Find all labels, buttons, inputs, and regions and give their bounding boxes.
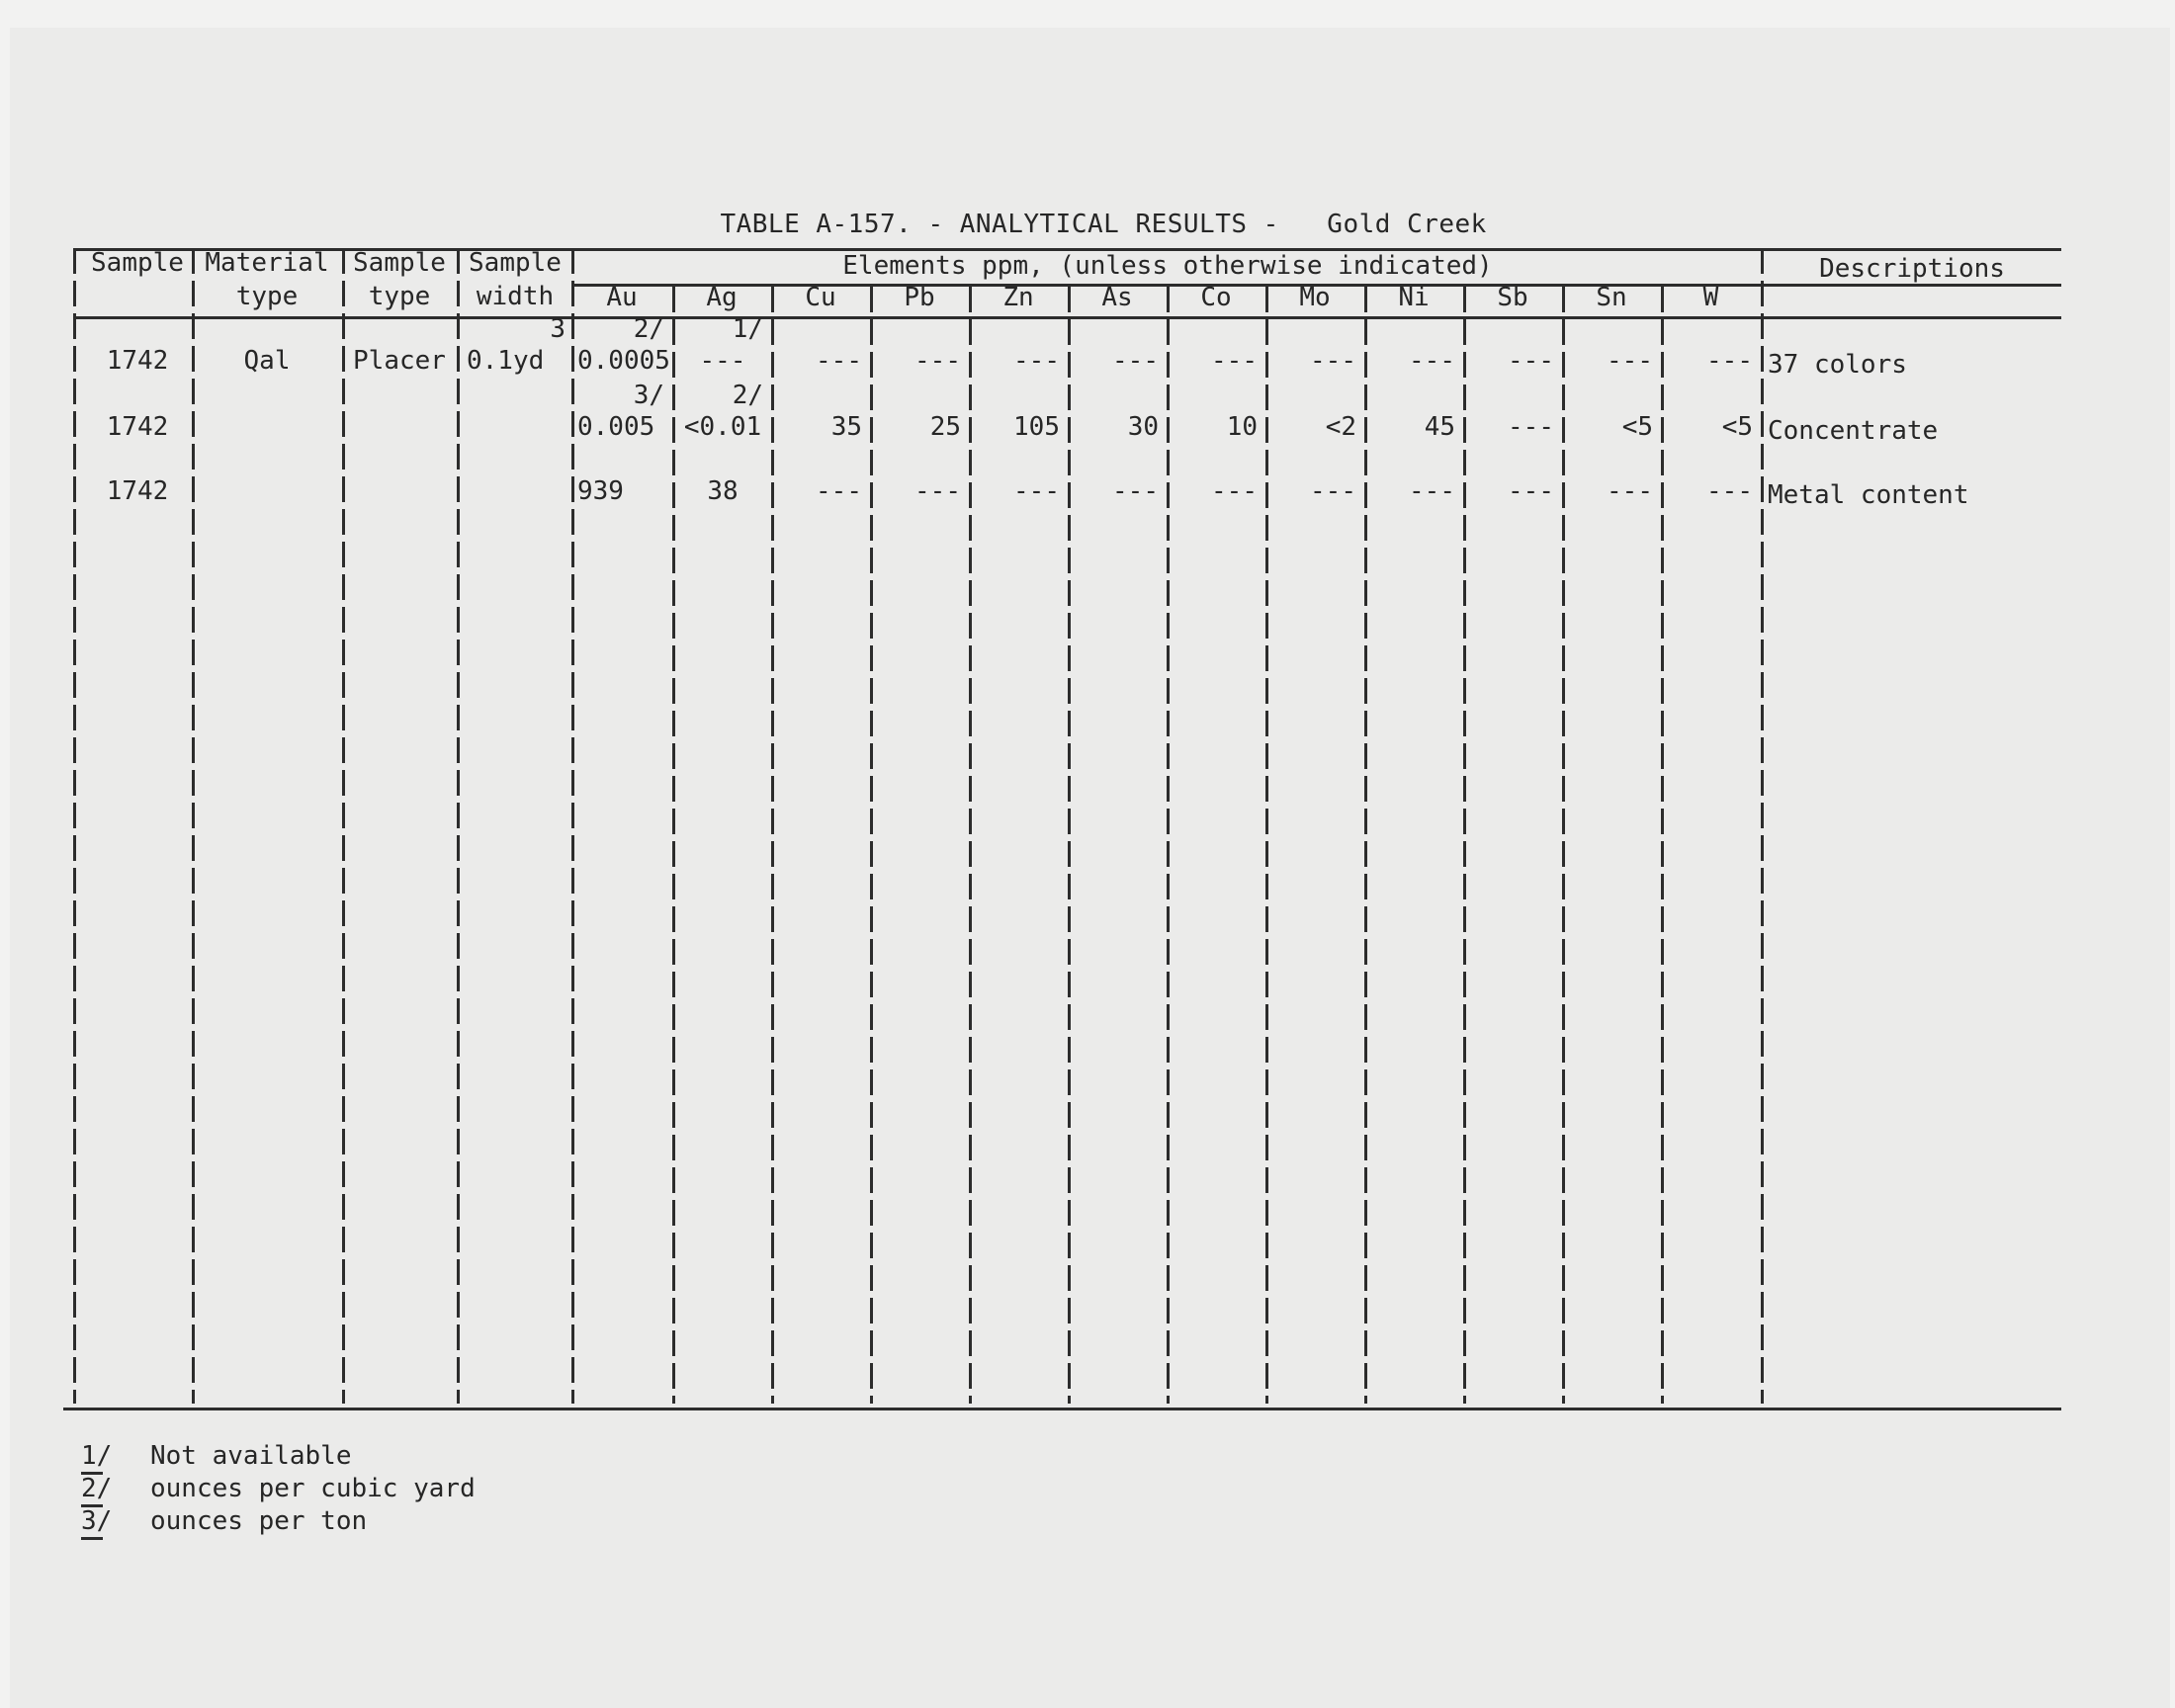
- cell-element-value: ---: [1112, 476, 1159, 506]
- header-element-11: W: [1702, 283, 1719, 312]
- header-element-6: Co: [1200, 283, 1232, 312]
- cell-element-value: ---: [1112, 346, 1159, 376]
- cell-element-value: 45: [1424, 412, 1455, 442]
- cell-element-value: ---: [1607, 476, 1653, 506]
- column-rule: [342, 248, 345, 1404]
- header-element-7: Mo: [1299, 283, 1331, 312]
- cell-element-value: 105: [1013, 412, 1060, 442]
- cell-au-footnote-marker: 3/: [633, 381, 664, 410]
- column-rule: [1167, 287, 1170, 1404]
- footnote-text: Not available: [150, 1441, 352, 1471]
- cell-sample: 1742: [106, 412, 169, 442]
- header-element-4: Zn: [1002, 283, 1034, 312]
- cell-description: 37 colors: [1768, 350, 1907, 380]
- cell-element-value: 38: [707, 476, 739, 506]
- column-rule: [1463, 287, 1466, 1404]
- descriptions-header-rule: [1761, 284, 2061, 287]
- header-element-3: Pb: [904, 283, 935, 312]
- footnote-marker: 3/: [81, 1506, 113, 1536]
- cell-element-value: ---: [1508, 346, 1554, 376]
- cell-element-value: 10: [1226, 412, 1258, 442]
- cell-element-value: ---: [1706, 476, 1753, 506]
- column-rule: [1265, 287, 1268, 1404]
- cell-ag-footnote-marker: 1/: [732, 314, 763, 344]
- cell-sample-type: Placer: [353, 346, 446, 376]
- cell-element-value: ---: [1508, 412, 1554, 442]
- cell-element-value: ---: [1607, 346, 1653, 376]
- header-element-5: As: [1101, 283, 1133, 312]
- column-rule: [192, 248, 195, 1404]
- footnote-text: ounces per ton: [150, 1506, 368, 1536]
- cell-element-value: ---: [816, 346, 862, 376]
- footnote-marker: 1/: [81, 1441, 113, 1471]
- header-element-1: Ag: [706, 283, 738, 312]
- cell-sample-width: 0.1yd: [467, 346, 545, 376]
- header-sample-type-1: Sample: [353, 248, 446, 278]
- cell-element-value: ---: [1310, 476, 1356, 506]
- cell-au-footnote-marker: 2/: [633, 314, 664, 344]
- column-rule: [870, 287, 873, 1404]
- cell-element-value: ---: [1013, 476, 1060, 506]
- cell-sample: 1742: [106, 346, 169, 376]
- cell-element-value: 939: [577, 476, 624, 506]
- cell-element-value: 30: [1127, 412, 1159, 442]
- cell-element-value: ---: [699, 346, 746, 376]
- header-descriptions: Descriptions: [1819, 254, 2005, 284]
- column-rule: [1364, 287, 1367, 1404]
- header-material: Material: [205, 248, 329, 278]
- header-sample-type-2: type: [368, 282, 431, 311]
- column-rule: [969, 287, 972, 1404]
- header-sample-width-1: Sample: [469, 248, 562, 278]
- table-bottom-rule: [63, 1408, 2061, 1410]
- cell-element-value: ---: [1310, 346, 1356, 376]
- header-element-10: Sn: [1596, 283, 1627, 312]
- cell-sample: 1742: [106, 476, 169, 506]
- cell-material-type: Qal: [243, 346, 291, 376]
- cell-element-value: ---: [914, 476, 961, 506]
- footnote-marker: 2/: [81, 1474, 113, 1503]
- cell-ag-footnote-marker: 2/: [732, 381, 763, 410]
- cell-element-value: <0.01: [683, 412, 762, 442]
- cell-element-value: ---: [1211, 346, 1258, 376]
- cell-element-value: 35: [830, 412, 862, 442]
- header-element-0: Au: [606, 283, 638, 312]
- cell-description: Concentrate: [1768, 416, 1939, 446]
- column-rule: [1761, 248, 1764, 1404]
- cell-element-value: ---: [1211, 476, 1258, 506]
- footnote-text: ounces per cubic yard: [150, 1474, 476, 1503]
- cell-element-value: ---: [1013, 346, 1060, 376]
- cell-element-value: <5: [1721, 412, 1753, 442]
- column-rule: [1661, 287, 1664, 1404]
- cell-element-value: ---: [1508, 476, 1554, 506]
- column-rule: [457, 248, 460, 1404]
- cell-description: Metal content: [1768, 480, 1969, 510]
- header-element-8: Ni: [1398, 283, 1430, 312]
- cell-element-value: ---: [914, 346, 961, 376]
- cell-element-value: 0.005: [577, 412, 655, 442]
- header-sample-width-2: width: [476, 282, 555, 311]
- column-rule: [672, 287, 675, 1404]
- cell-element-value: ---: [1706, 346, 1753, 376]
- header-material-type: type: [235, 282, 299, 311]
- cell-element-value: ---: [1409, 346, 1455, 376]
- cell-element-value: ---: [1409, 476, 1455, 506]
- cell-element-value: 25: [929, 412, 961, 442]
- cell-element-value: <2: [1325, 412, 1356, 442]
- column-rule: [571, 248, 574, 1404]
- column-rule: [1068, 287, 1071, 1404]
- column-rule: [73, 248, 76, 1404]
- table-title-location: Gold Creek: [1327, 210, 1487, 239]
- column-rule: [1562, 287, 1565, 1404]
- table-title-main: TABLE A-157. - ANALYTICAL RESULTS -: [720, 210, 1279, 239]
- cell-element-value: 0.0005: [577, 346, 670, 376]
- cell-sample-width-superscript: 3: [550, 314, 566, 344]
- header-sample: Sample: [91, 248, 184, 278]
- cell-element-value: ---: [816, 476, 862, 506]
- footnote-underline: [81, 1537, 103, 1540]
- header-element-9: Sb: [1497, 283, 1528, 312]
- column-rule: [771, 287, 774, 1404]
- cell-element-value: <5: [1621, 412, 1653, 442]
- header-elements-group: Elements ppm, (unless otherwise indicated): [842, 251, 1493, 281]
- header-element-2: Cu: [805, 283, 836, 312]
